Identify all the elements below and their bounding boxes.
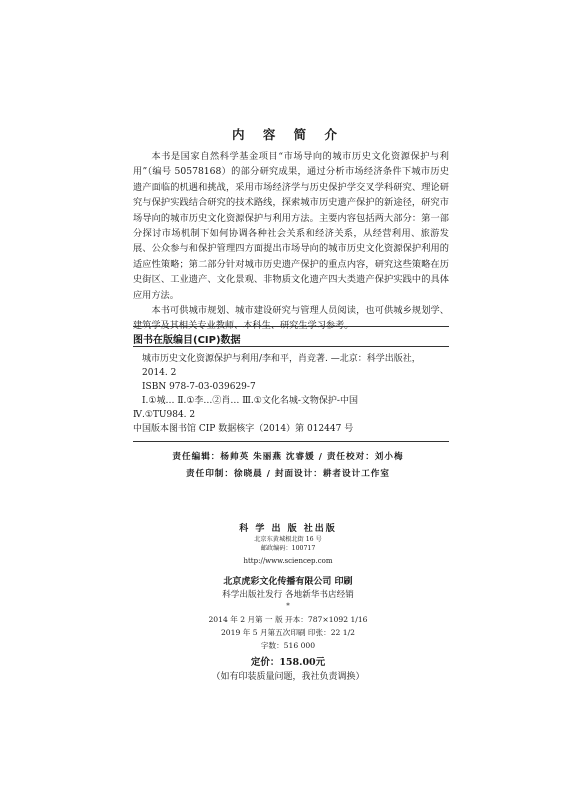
divider: [133, 326, 449, 327]
cip-heading: 图书在版编目(CIP)数据: [133, 335, 241, 346]
page-title: 内 容 简 介: [231, 127, 345, 142]
printer: 北京虎彩文化传播有限公司 印刷: [223, 577, 353, 587]
cip-record-number: 中国版本图书馆 CIP 数据核字（2014）第 012447 号: [133, 424, 354, 434]
abstract-paragraph: 本书是国家自然科学基金项目“市场导向的城市历史文化资源保护与利用”（编号 50578168）的部分研究成果，通过分析市场经济条件下城市历史遗产面临的机遇和挑战，采用市场经济学与历史保护学交叉学科研究、理论研究与保护实践结合研究的技术路线，探索城市历史遗产保护的新途径，研究市场导向的城市历史文化资源保护与利用方法。主要内容包括两大部分：第一部分探讨市场机制下如何协调各种社会关系和经济关系，从经营利用、旅游发展、公众参与和保护管理四方面提出市场导向的城市历史文化资源保护利用的适应性策略；第二部分针对城市历史遗产保护的重点内容，研究这些策略在历史街区、工业遗产、文化景观、非物质文化遗产四大类遗产保护实践中的具体应用方法。: [133, 151, 449, 301]
postcode: 邮政编码：100717: [260, 545, 316, 552]
edition-info: 2019 年 5 月第五次印刷 印张：22 1/2: [220, 628, 356, 637]
edition-info: 2014 年 2 月第 一 版 开本：787×1092 1/16: [208, 615, 368, 624]
cip-classification: Ⅰ.①城… Ⅱ.①李…②肖… Ⅲ.①文化名城-文物保护-中国: [142, 396, 358, 406]
word-count: 字数：516 000: [260, 641, 316, 650]
divider: [133, 441, 449, 442]
cip-entry: 2014. 2: [142, 368, 177, 378]
cip-classification: Ⅳ.①TU984. 2: [133, 410, 196, 420]
abstract-paragraph: 本书可供城市规划、城市建设研究与管理人员阅读，也可供城乡规划学、建筑学及其相关专业教师、本科生、研究生学习参考。: [133, 305, 449, 332]
staff-credits: 责任印制：徐晓晨 / 封面设计：耕者设计工作室: [186, 469, 390, 479]
separator-mark: *: [286, 602, 290, 610]
cip-entry: 城市历史文化资源保护与利用/李和平，肖竞著. —北京：科学出版社，: [142, 354, 421, 364]
publisher: 科 学 出 版 社出版: [239, 524, 337, 534]
publisher-address: 北京东黄城根北街 16 号: [254, 536, 322, 543]
website: http://www.sciencep.com: [243, 557, 333, 565]
abstract: [133, 149, 449, 334]
divider: [133, 346, 449, 347]
cip-isbn: ISBN 978-7-03-039629-7: [142, 382, 256, 392]
price: 定价：158.00元: [250, 657, 326, 668]
distribution: 科学出版社发行 各地新华书店经销: [222, 590, 354, 600]
quality-notice: （如有印装质量问题，我社负责调换）: [211, 672, 365, 682]
staff-credits: 责任编辑：杨帅英 朱丽燕 沈睿媛 / 责任校对：刘小梅: [172, 452, 404, 462]
